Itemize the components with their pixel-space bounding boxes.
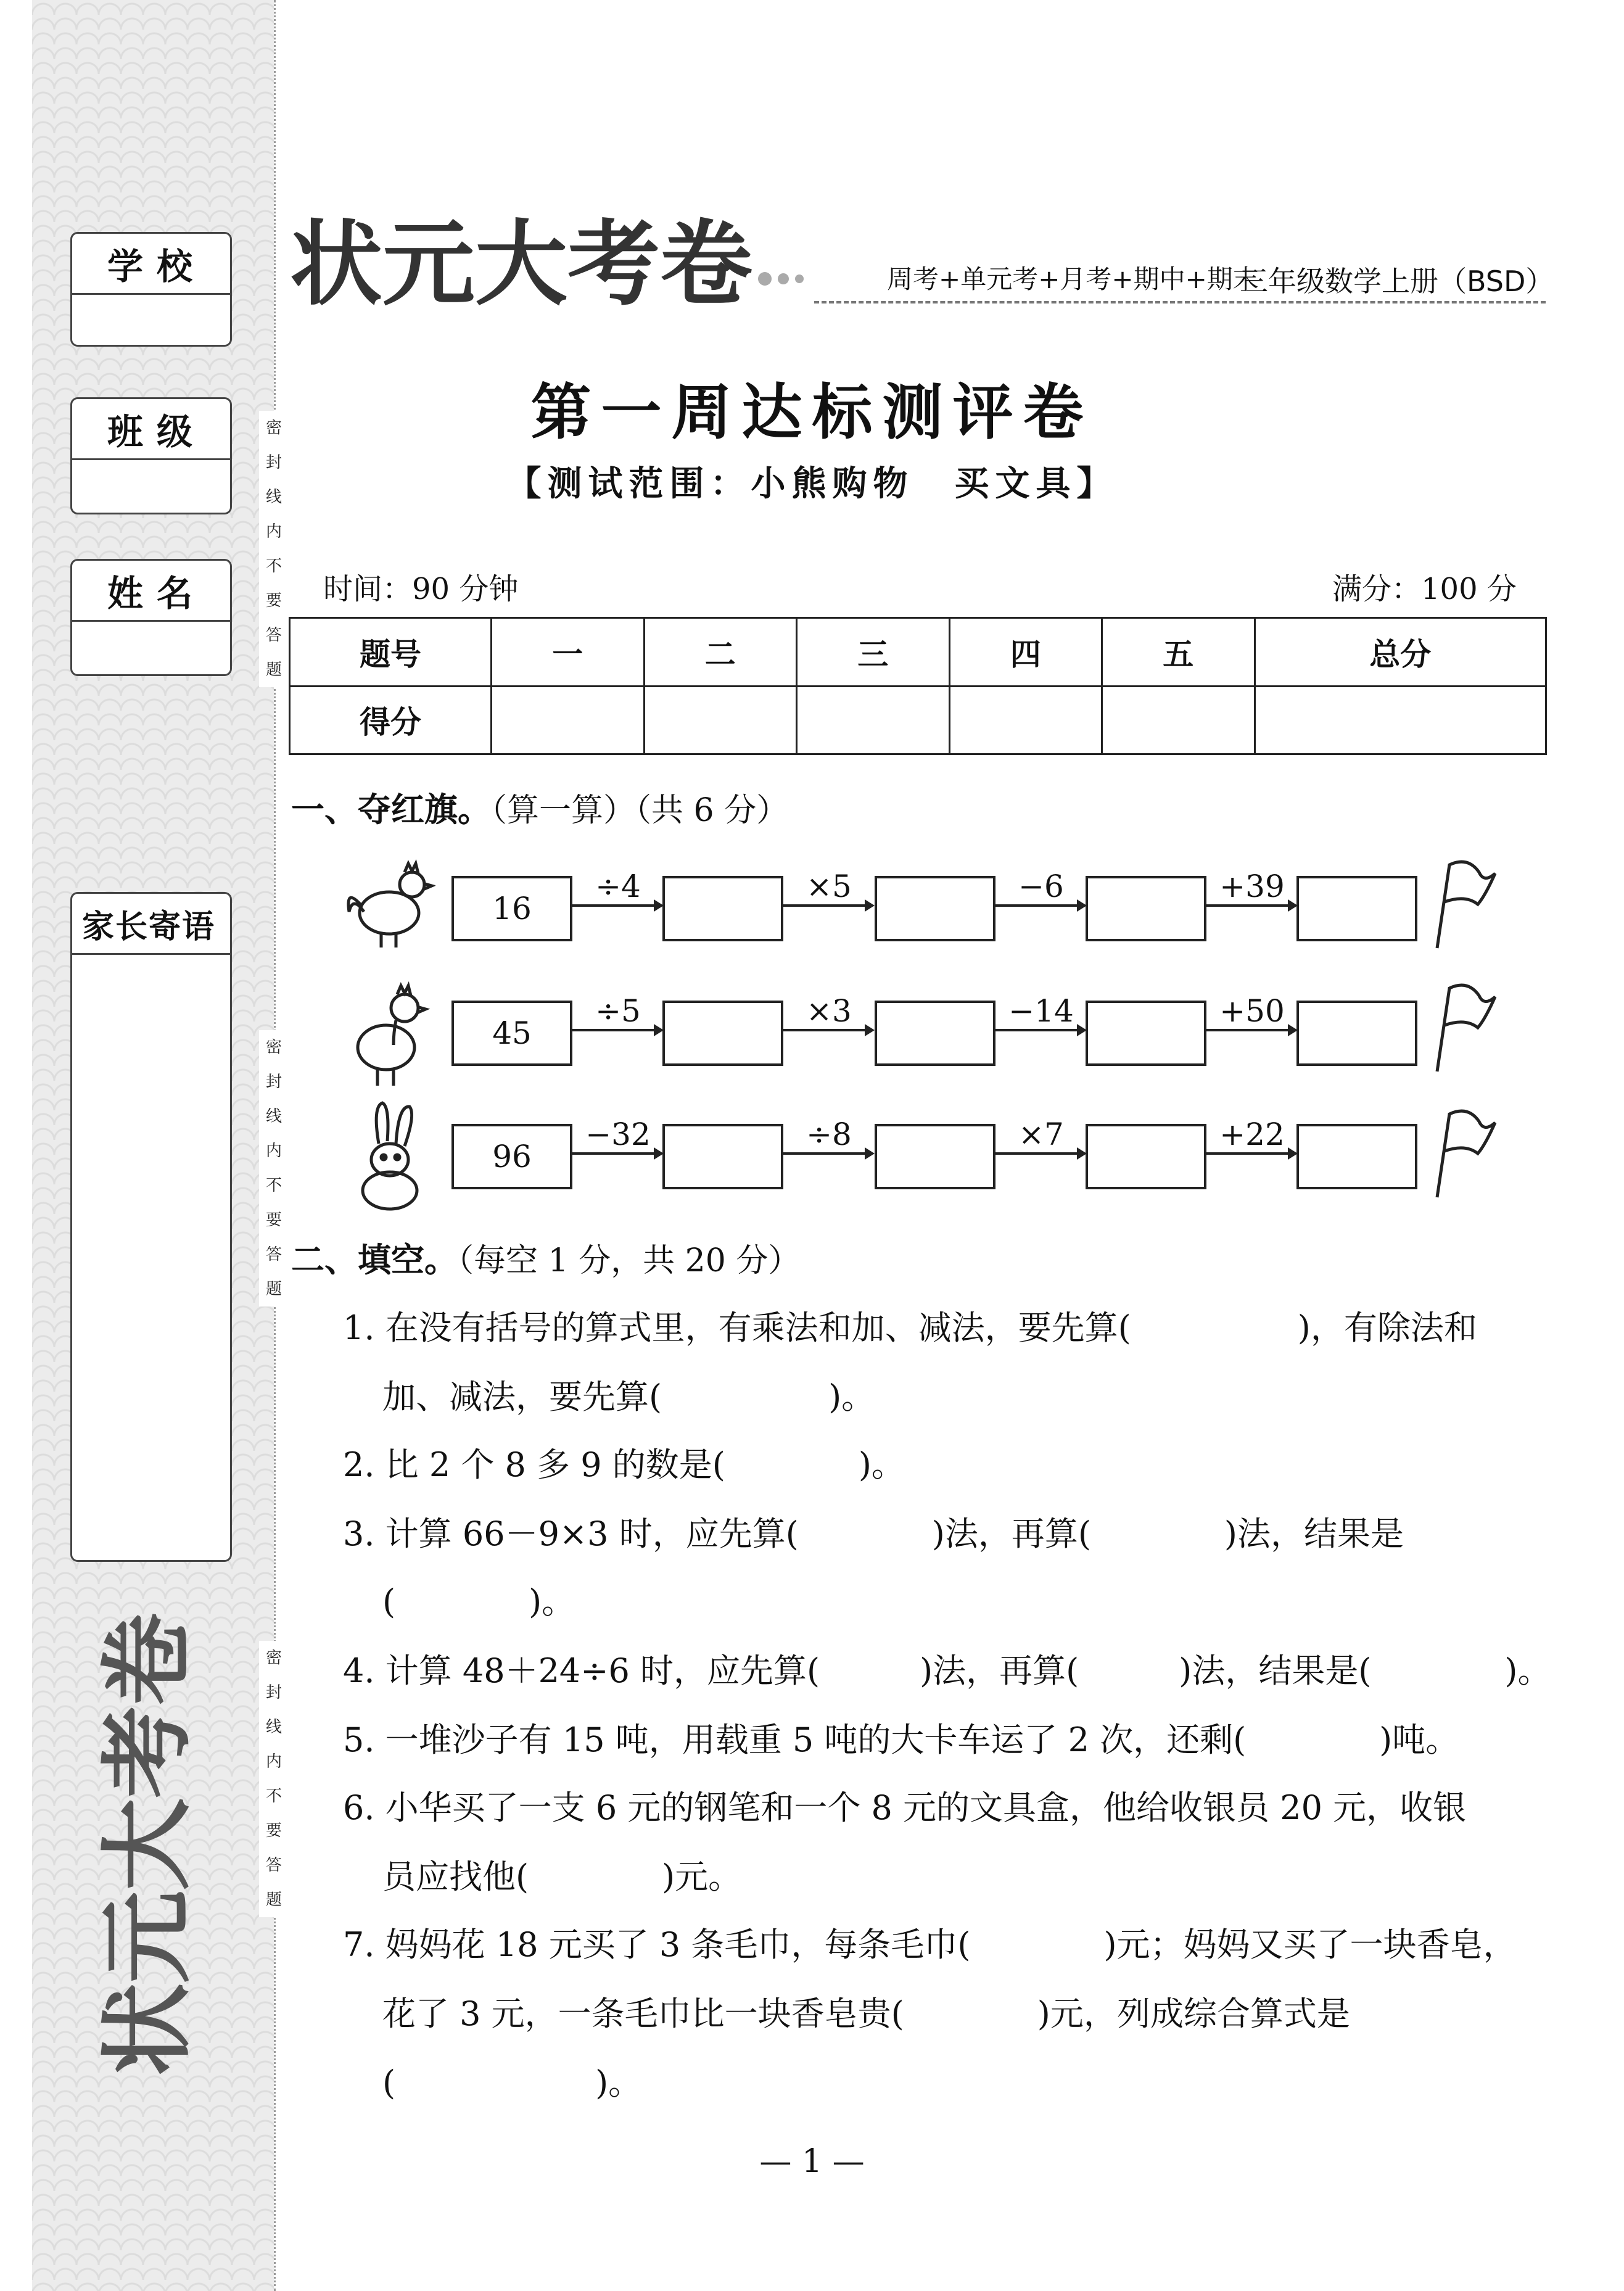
test-scope: 【测试范围：小熊购物 买文具】 [506,463,1118,504]
brand-logo [290,204,808,321]
chain2-answer2[interactable] [875,1001,995,1066]
score-cell[interactable] [1102,686,1255,754]
chain2-op4: +50 [1206,993,1298,1055]
section1-note: （算一算）（共 6 分） [491,792,789,829]
full-score: 满分：100 分 [1332,572,1517,606]
score-header-row [290,618,1546,687]
chain1-start: 16 [451,876,572,941]
question-7-cont: 花了 3 元，一条毛巾比一块香皂贵( )元，列成综合算式是 [382,1994,1350,2033]
score-table [289,617,1547,755]
svg-text:状元大考卷: 状元大考卷 [94,1612,202,2076]
chain2-answer4[interactable] [1296,1001,1417,1066]
score-header-cell: 总分 [1255,618,1546,687]
score-cell[interactable] [492,686,645,754]
chain2-op3: −14 [995,993,1087,1055]
chain3-op2: ÷8 [783,1117,875,1178]
question-3-cont: ( )。 [382,1582,575,1621]
question-3: 3. 计算 66－9×3 时，应先算( )法，再算( )法，结果是 [343,1514,1404,1553]
name-field[interactable] [70,559,232,676]
chain3-op3: ×7 [995,1117,1087,1178]
chain2-op2: ×3 [783,993,875,1055]
rabbit-icon [345,1100,438,1212]
chain3-op4: +22 [1206,1117,1298,1178]
rooster-icon [343,856,435,955]
score-header-cell: 四 [949,618,1102,687]
seal-text-3: 密 封 线 内 不 要 答 题 [259,1641,289,1917]
chain2-answer3[interactable] [1086,1001,1206,1066]
score-value-row [290,686,1546,754]
page-number: — 1 — [759,2143,865,2180]
school-field[interactable] [70,232,232,347]
chain1-answer3[interactable] [1086,876,1206,941]
question-1-cont: 加、减法，要先算( )。 [382,1377,875,1416]
seal-text-2: 密 封 线 内 不 要 答 题 [259,1030,289,1306]
chain3-answer3[interactable] [1086,1124,1206,1189]
flag-icon [1431,982,1499,1075]
grade-subject: 三年级数学上册（BSD） [1240,265,1554,298]
chain2-answer1[interactable] [662,1001,783,1066]
page-title: 第一周达标测评卷 [530,378,1094,448]
section2-note: （每空 1 分，共 20 分） [458,1242,801,1279]
question-4: 4. 计算 48＋24÷6 时，应先算( )法，再算( )法，结果是( )。 [343,1651,1551,1690]
score-header-cell: 题号 [290,618,492,687]
header-rule [814,301,1546,303]
chain1-answer1[interactable] [662,876,783,941]
sidebar-logo [93,1604,216,2085]
question-7: 7. 妈妈花 18 元买了 3 条毛巾，每条毛巾( )元；妈妈又买了一块香皂， [343,1925,1517,1964]
svg-text:状元大考卷: 状元大考卷 [290,211,753,318]
score-cell[interactable] [644,686,797,754]
question-5: 5. 一堆沙子有 15 吨，用载重 5 吨的大卡车运了 2 次，还剩( )吨。 [343,1720,1459,1759]
score-header-cell: 三 [797,618,950,687]
parent-message-label: 家长寄语 [72,894,230,955]
time-limit: 时间：90 分钟 [323,572,519,606]
question-2: 2. 比 2 个 8 多 9 的数是( )。 [343,1445,905,1484]
chain3-answer2[interactable] [875,1124,995,1189]
chain3-start: 96 [451,1124,572,1189]
chain1-answer2[interactable] [875,876,995,941]
section1-title: 一、夺红旗。 [291,790,491,829]
chain2-op1: ÷5 [572,993,664,1055]
section2-title: 二、填空。 [291,1240,458,1279]
score-header-cell: 五 [1102,618,1255,687]
flag-icon [1431,1108,1499,1200]
score-cell[interactable] [797,686,950,754]
score-row-label: 得分 [290,686,492,754]
chain3-answer1[interactable] [662,1124,783,1189]
score-cell[interactable] [1255,686,1546,754]
seal-text-1: 密 封 线 内 不 要 答 题 [259,411,289,687]
chain1-op4: +39 [1206,869,1298,930]
section2-heading [291,1234,800,1281]
flag-icon [1431,859,1499,951]
chain1-op2: ×5 [783,869,875,930]
name-label: 姓名 [72,561,230,622]
school-label: 学校 [72,234,230,295]
chain1-answer4[interactable] [1296,876,1417,941]
parent-message-field[interactable] [70,892,232,1562]
chain1-op3: −6 [995,869,1087,930]
question-7-cont2: ( )。 [382,2063,642,2102]
question-6: 6. 小华买了一支 6 元的钢笔和一个 8 元的文具盒，他给收银员 20 元，收银 [343,1788,1467,1827]
score-header-cell: 一 [492,618,645,687]
hen-icon [343,978,435,1096]
class-label: 班级 [72,399,230,460]
chain3-answer4[interactable] [1296,1124,1417,1189]
score-header-cell: 二 [644,618,797,687]
score-cell[interactable] [949,686,1102,754]
question-1: 1. 在没有括号的算式里，有乘法和加、减法，要先算( )，有除法和 [343,1308,1477,1347]
chain1-op1: ÷4 [572,869,664,930]
question-6-cont: 员应找他( )元。 [382,1857,742,1896]
section1-heading [291,783,788,831]
chain3-op1: −32 [572,1117,664,1178]
chain2-start: 45 [451,1001,572,1066]
series-text: 周考+单元考+月考+期中+期末 [887,264,1259,294]
